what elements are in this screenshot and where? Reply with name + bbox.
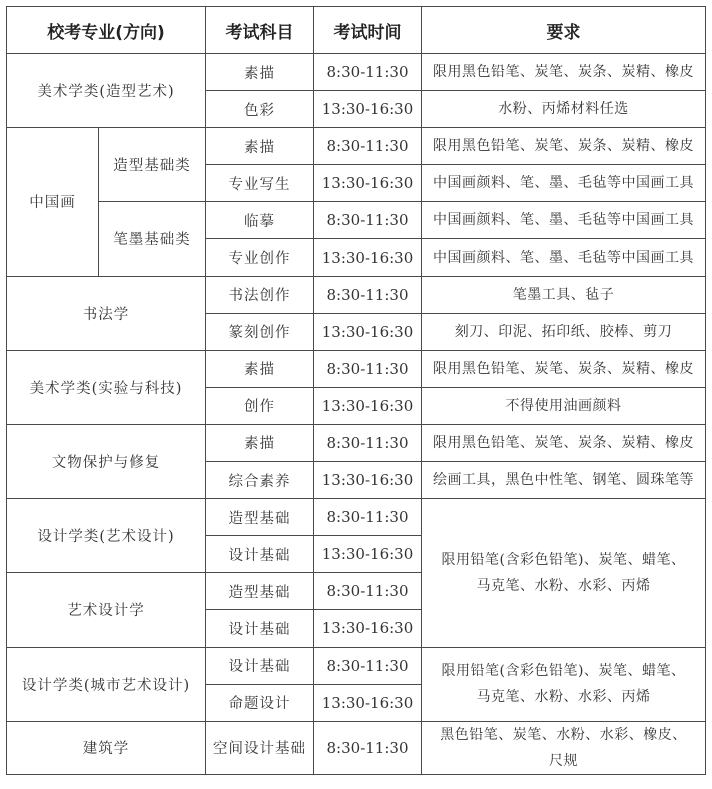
table-row [7,276,706,313]
subject-cell: 设计基础 [206,647,314,684]
header-subject: 考试科目 [206,7,314,54]
subject-cell: 书法创作 [206,276,314,313]
table-row [7,350,706,387]
time-cell: 8:30-11:30 [314,54,422,91]
time-cell: 8:30-11:30 [314,499,422,536]
requirement-cell: 水粉、丙烯材料任选 [422,91,706,128]
subject-cell: 综合素养 [206,462,314,499]
exam-schedule-table [6,6,706,775]
major-cell: 美术学类(造型艺术) [7,54,206,128]
major-cell: 艺术设计学 [7,573,206,647]
requirement-cell: 黑色铅笔、炭笔、水粉、水彩、橡皮、尺规 [422,721,706,774]
major-cell: 中国画 [7,128,99,276]
major-cell: 书法学 [7,276,206,350]
requirement-cell: 中国画颜料、笔、墨、毛毡等中国画工具 [422,239,706,276]
sub-major-cell: 笔墨基础类 [99,202,206,276]
time-cell: 13:30-16:30 [314,313,422,350]
requirement-cell: 限用黑色铅笔、炭笔、炭条、炭精、橡皮 [422,128,706,165]
subject-cell: 素描 [206,128,314,165]
major-cell: 文物保护与修复 [7,424,206,498]
subject-cell: 命题设计 [206,684,314,721]
time-cell: 13:30-16:30 [314,165,422,202]
table-row [7,647,706,684]
header-requirement: 要求 [422,7,706,54]
time-cell: 8:30-11:30 [314,424,422,461]
subject-cell: 篆刻创作 [206,313,314,350]
requirement-cell: 限用黑色铅笔、炭笔、炭条、炭精、橡皮 [422,424,706,461]
time-cell: 8:30-11:30 [314,721,422,774]
time-cell: 8:30-11:30 [314,647,422,684]
subject-cell: 素描 [206,54,314,91]
requirement-cell: 绘画工具，黑色中性笔、钢笔、圆珠笔等 [422,462,706,499]
major-cell: 美术学类(实验与科技) [7,350,206,424]
subject-cell: 创作 [206,387,314,424]
time-cell: 8:30-11:30 [314,276,422,313]
subject-cell: 设计基础 [206,536,314,573]
requirement-cell: 不得使用油画颜料 [422,387,706,424]
time-cell: 13:30-16:30 [314,462,422,499]
subject-cell: 设计基础 [206,610,314,647]
subject-cell: 造型基础 [206,573,314,610]
requirement-cell: 限用铅笔(含彩色铅笔)、炭笔、蜡笔、马克笔、水粉、水彩、丙烯 [422,647,706,721]
subject-cell: 专业写生 [206,165,314,202]
time-cell: 8:30-11:30 [314,202,422,239]
table-row [7,721,706,774]
requirement-cell: 限用铅笔(含彩色铅笔)、炭笔、蜡笔、马克笔、水粉、水彩、丙烯 [422,499,706,647]
time-cell: 13:30-16:30 [314,387,422,424]
requirement-cell: 刻刀、印泥、拓印纸、胶棒、剪刀 [422,313,706,350]
time-cell: 13:30-16:30 [314,684,422,721]
table-row [7,424,706,461]
header-major: 校考专业(方向) [7,7,206,54]
subject-cell: 素描 [206,424,314,461]
subject-cell: 造型基础 [206,499,314,536]
requirement-cell: 笔墨工具、毡子 [422,276,706,313]
time-cell: 13:30-16:30 [314,91,422,128]
subject-cell: 专业创作 [206,239,314,276]
table-row [7,202,706,239]
time-cell: 13:30-16:30 [314,239,422,276]
header-time: 考试时间 [314,7,422,54]
time-cell: 8:30-11:30 [314,128,422,165]
requirement-cell: 限用黑色铅笔、炭笔、炭条、炭精、橡皮 [422,350,706,387]
requirement-cell: 限用黑色铅笔、炭笔、炭条、炭精、橡皮 [422,54,706,91]
requirement-cell: 中国画颜料、笔、墨、毛毡等中国画工具 [422,165,706,202]
major-cell: 设计学类(城市艺术设计) [7,647,206,721]
time-cell: 8:30-11:30 [314,350,422,387]
header-row [7,7,706,54]
table-row [7,54,706,91]
major-cell: 设计学类(艺术设计) [7,499,206,573]
time-cell: 13:30-16:30 [314,610,422,647]
time-cell: 13:30-16:30 [314,536,422,573]
time-cell: 8:30-11:30 [314,573,422,610]
subject-cell: 空间设计基础 [206,721,314,774]
requirement-cell: 中国画颜料、笔、墨、毛毡等中国画工具 [422,202,706,239]
table-row [7,128,706,165]
major-cell: 建筑学 [7,721,206,774]
sub-major-cell: 造型基础类 [99,128,206,202]
subject-cell: 素描 [206,350,314,387]
subject-cell: 色彩 [206,91,314,128]
table-row [7,499,706,536]
subject-cell: 临摹 [206,202,314,239]
